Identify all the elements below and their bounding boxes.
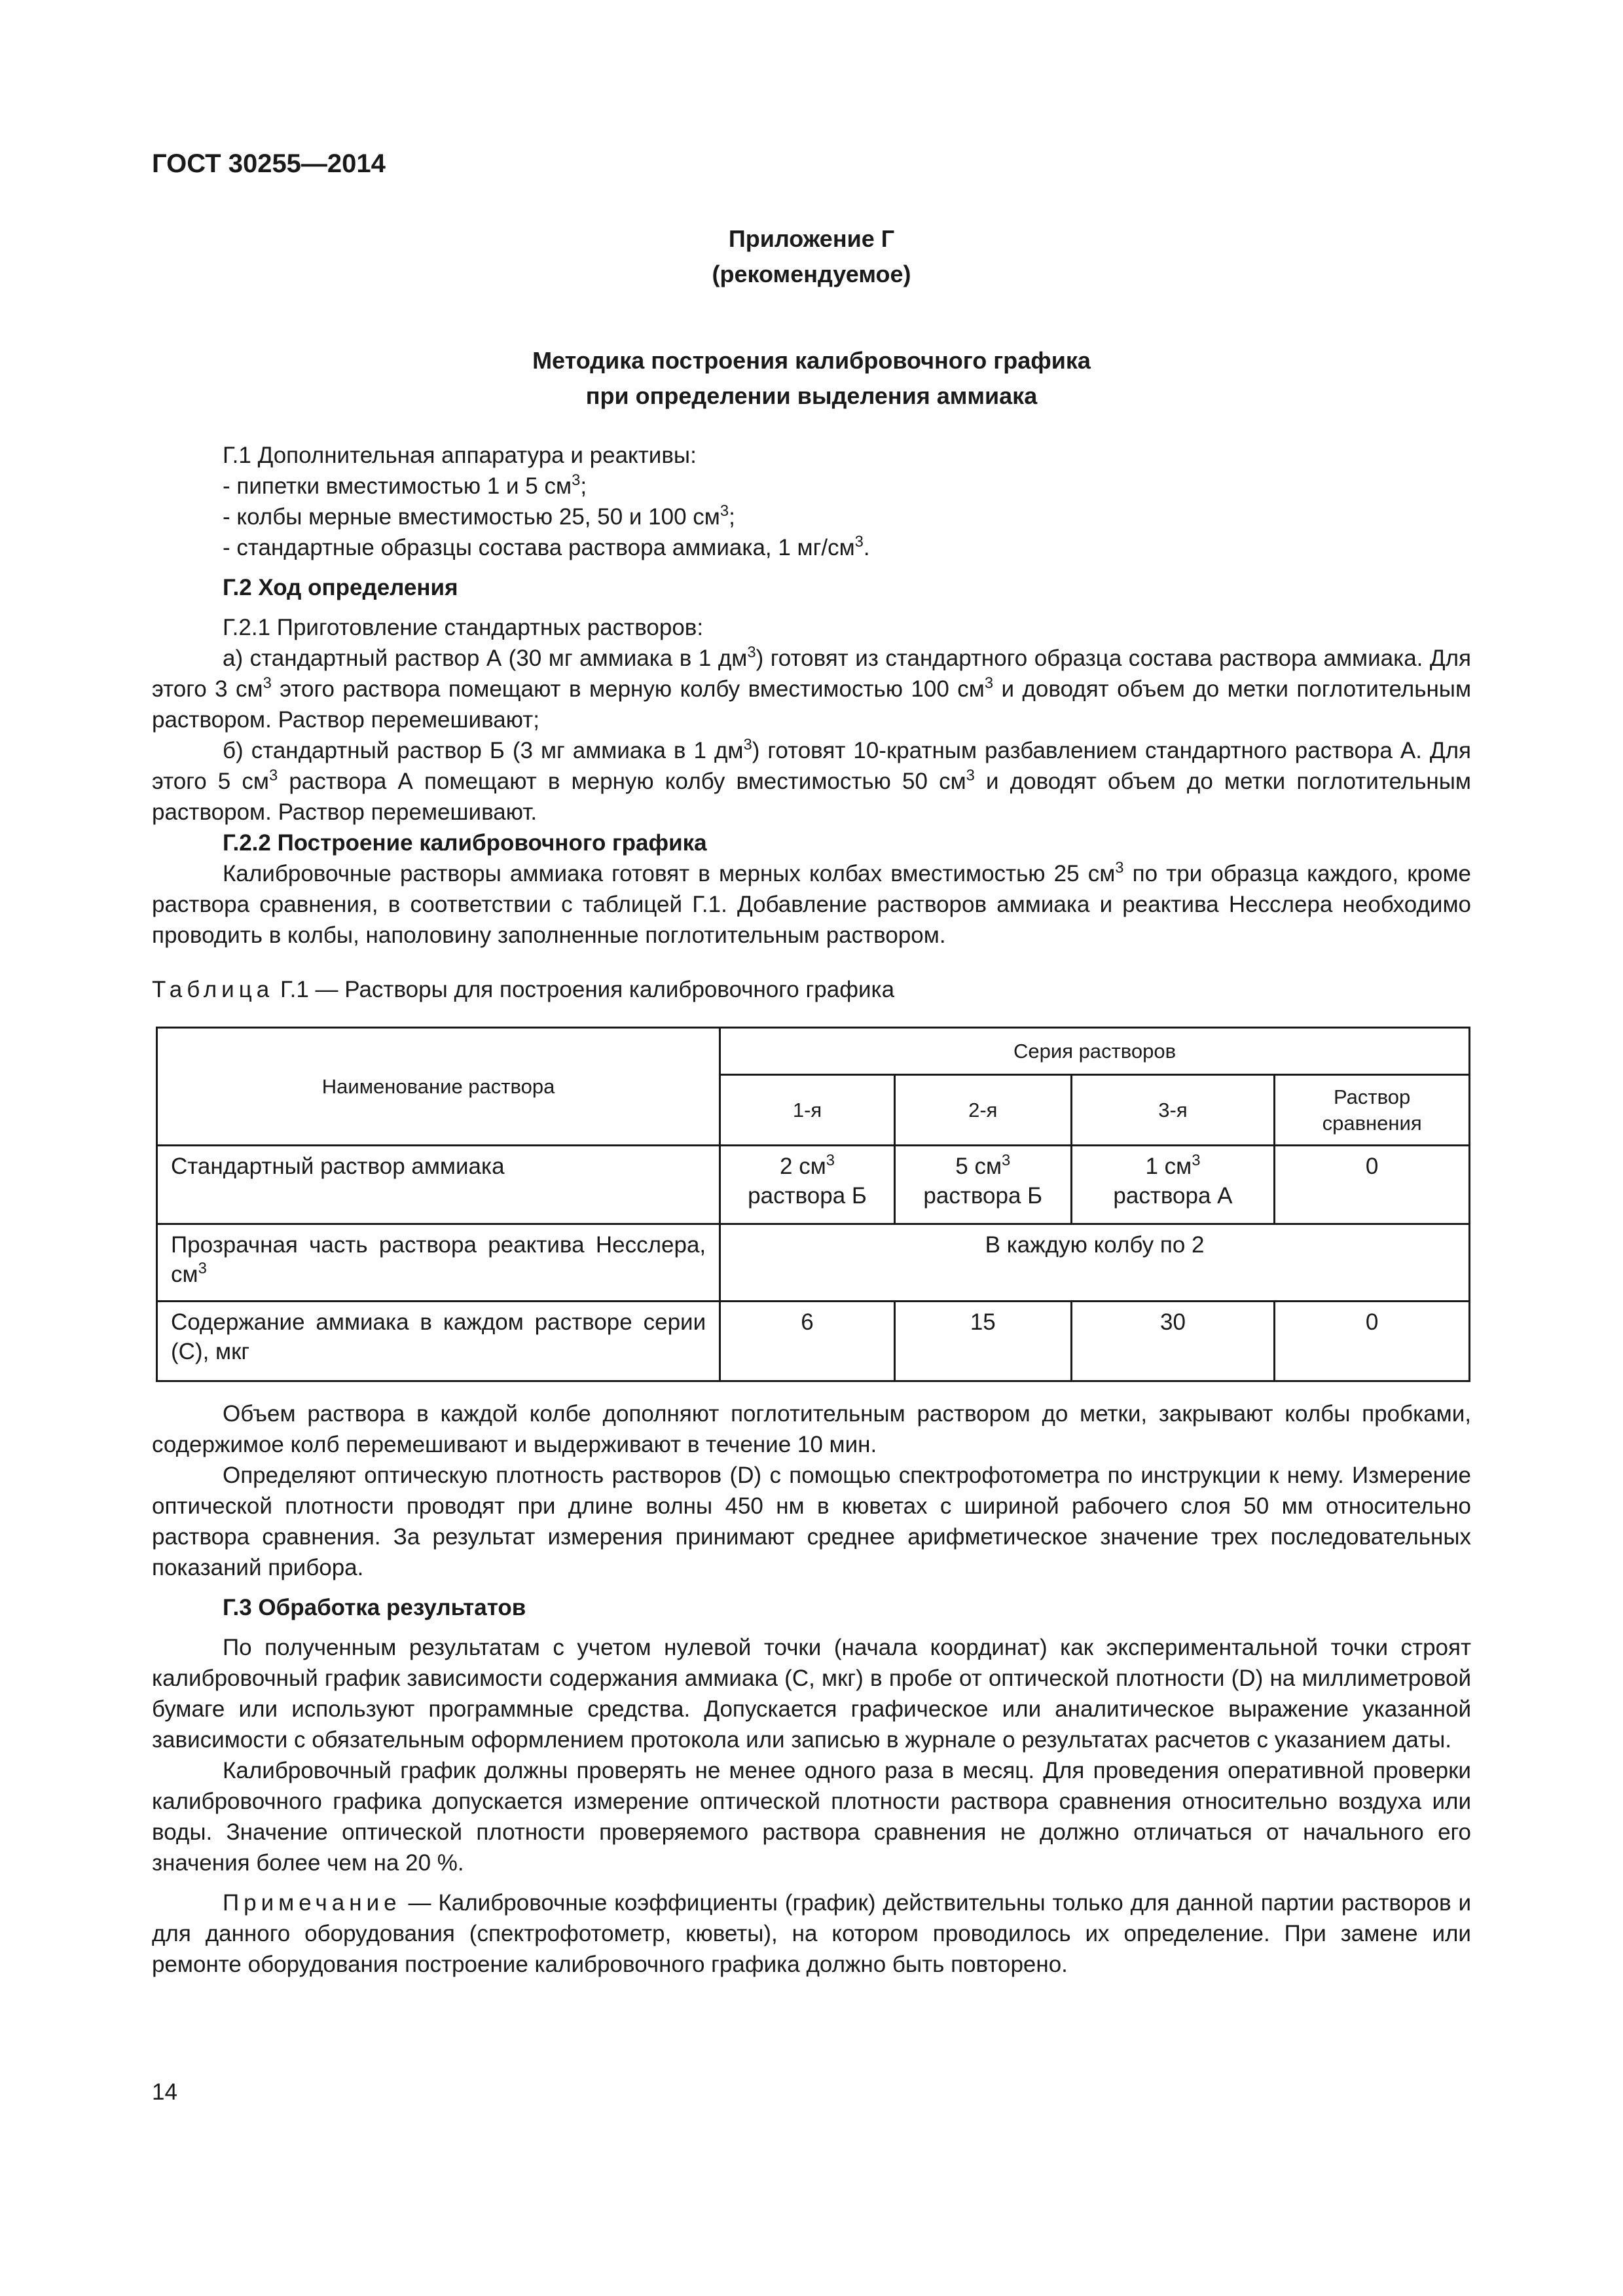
section-title-line2: при определении выделения аммиака bbox=[585, 382, 1038, 409]
appendix-status: (рекомендуемое) bbox=[712, 261, 911, 287]
header-series-2: 2-я bbox=[894, 1075, 1071, 1146]
g1-item-pipettes: - пипетки вместимостью 1 и 5 $см^3$; bbox=[223, 471, 587, 499]
g2-title: Г.2 Ход определения bbox=[223, 575, 458, 600]
g1-item-samples: - стандартные образцы состава раствора аммиака, 1 $мг/см^3$. bbox=[223, 532, 870, 560]
g3-paragraph-2: Калибровочный график должны проверять не менее одного раза в месяц. Для проведения оперативной проверки калибровочного графика допускается измерение оптической плотности раствора сравнения относительно воздуха или воды. Значение оптической плотности проверяемого раствора сравнения не должно отличаться от начального его значения более чем на 20 %. bbox=[152, 1758, 1471, 1876]
section-title-line1: Методика построения калибровочного графика bbox=[532, 347, 1091, 374]
row-nessler-name: Прозрачная часть раствора реактива Несслера, $см^3$ bbox=[157, 1224, 720, 1302]
g1-intro: Г.1 Дополнительная аппаратура и реактивы: bbox=[223, 443, 697, 468]
g2-2-title: Г.2.2 Построение калибровочного графика bbox=[223, 830, 707, 856]
header-series: Серия растворов bbox=[720, 1028, 1470, 1075]
table-header-row bbox=[157, 1028, 1470, 1075]
note-label: Примечание bbox=[223, 1890, 401, 1916]
g1-item-flasks: - колбы мерные вместимостью 25, 50 и 100 $см^3$; bbox=[223, 501, 735, 530]
section-after-table bbox=[152, 1398, 1471, 1980]
g2-2-paragraph: Калибровочные растворы аммиака готовят в мерных колбах вместимостью 25 $см^3$ по три образца каждого, кроме раствора сравнения, в соответствии с таблицей Г.1. Добавление растворов аммиака и реактива Несслера необходимо проводить в колбы, наполовину заполненные поглотительным раствором. bbox=[152, 858, 1471, 948]
appendix-title: Приложение Г bbox=[728, 225, 895, 252]
row-standard-series-1: 2 $см^3$ раствора Б bbox=[720, 1146, 895, 1224]
row-nessler-value: В каждую колбу по 2 bbox=[720, 1224, 1470, 1302]
row-standard-series-3: 1 $см^3$ раствора А bbox=[1071, 1146, 1275, 1224]
table-row bbox=[157, 1302, 1470, 1381]
section-g1-g2 bbox=[152, 440, 1471, 951]
section-title bbox=[152, 343, 1471, 414]
solutions-table bbox=[156, 1027, 1470, 1382]
header-solution-name: Наименование раствора bbox=[157, 1028, 720, 1146]
g2-1-item-b: б) стандартный раствор Б (3 мг аммиака в 1 $дм^3$) готовят 10-кратным разбавлением стандартного раствора А. Для этого 5 $см^3$ раствора А помещают в мерную колбу вместимостью 50 $см^3$ и доводят объем до метки поглотительным раствором. Раствор перемешивают. bbox=[152, 735, 1471, 825]
after-table-paragraph-2: Определяют оптическую плотность растворов (D) с помощью спектрофотометра по инструкции к нему. Измерение оптической плотности проводят при длине волны 450 нм в кюветах с шириной рабочего слоя 50 мм относительно раствора сравнения. За результат измерения принимают среднее арифметическое значение трех последовательных показаний прибора. bbox=[152, 1463, 1471, 1580]
table-row bbox=[157, 1224, 1470, 1302]
note bbox=[152, 1887, 1471, 1980]
row-content-series-3: 30 bbox=[1071, 1302, 1275, 1381]
g3-title: Г.3 Обработка результатов bbox=[223, 1595, 526, 1620]
row-standard-series-2: 5 $см^3$ раствора Б bbox=[894, 1146, 1071, 1224]
appendix-heading bbox=[152, 221, 1471, 292]
table-caption-text: Г.1 — Растворы для построения калибровочного графика bbox=[274, 977, 895, 1002]
g2-1-intro: Г.2.1 Приготовление стандартных растворов: bbox=[223, 615, 704, 640]
row-content-name: Содержание аммиака в каждом растворе серии (С), мкг bbox=[157, 1302, 720, 1381]
row-content-series-1: 6 bbox=[720, 1302, 895, 1381]
row-content-reference: 0 bbox=[1275, 1302, 1470, 1381]
g2-1-item-a: а) стандартный раствор А (30 мг аммиака в 1 $дм^3$) готовят из стандартного образца состава раствора аммиака. Для этого 3 $см^3$ этого раствора помещают в мерную колбу вместимостью 100 $см^3$ и доводят объем до метки поглотительным раствором. Раствор перемешивают; bbox=[152, 643, 1472, 733]
note-text: — Калибровочные коэффициенты (график) действительны только для данной партии растворов и для данного оборудования (спектрофотометр, кюветы), на котором проводилось их определение. При замене или ремонте оборудования построение калибровочного графика должно быть повторено. bbox=[152, 1890, 1471, 1977]
after-table-paragraph-1: Объем раствора в каждой колбе дополняют поглотительным раствором до метки, закрывают колбы пробками, содержимое колб перемешивают и выдерживают в течение 10 мин. bbox=[152, 1401, 1471, 1457]
standard-code: ГОСТ 30255—2014 bbox=[152, 149, 386, 178]
table-row bbox=[157, 1146, 1470, 1224]
row-standard-reference: 0 bbox=[1275, 1146, 1470, 1224]
header-reference: Раствор сравнения bbox=[1275, 1075, 1470, 1146]
header-series-1: 1-я bbox=[720, 1075, 895, 1146]
row-content-series-2: 15 bbox=[894, 1302, 1071, 1381]
g3-paragraph-1: По полученным результатам с учетом нулевой точки (начала координат) как экспериментальной точки строят калибровочный график зависимости содержания аммиака (С, мкг) в пробе от оптической плотности (D) на миллиметровой бумаге или используют программные средства. Допускается графическое или аналитическое выражение указанной зависимости с обязательным оформлением протокола или записью в журнале о результатах расчетов с указанием даты. bbox=[152, 1635, 1471, 1753]
table-caption-label: Таблица bbox=[152, 977, 274, 1002]
row-standard-name: Стандартный раствор аммиака bbox=[157, 1146, 720, 1224]
table-caption bbox=[152, 974, 894, 1005]
page-number: 14 bbox=[152, 2079, 177, 2105]
header-series-3: 3-я bbox=[1071, 1075, 1275, 1146]
